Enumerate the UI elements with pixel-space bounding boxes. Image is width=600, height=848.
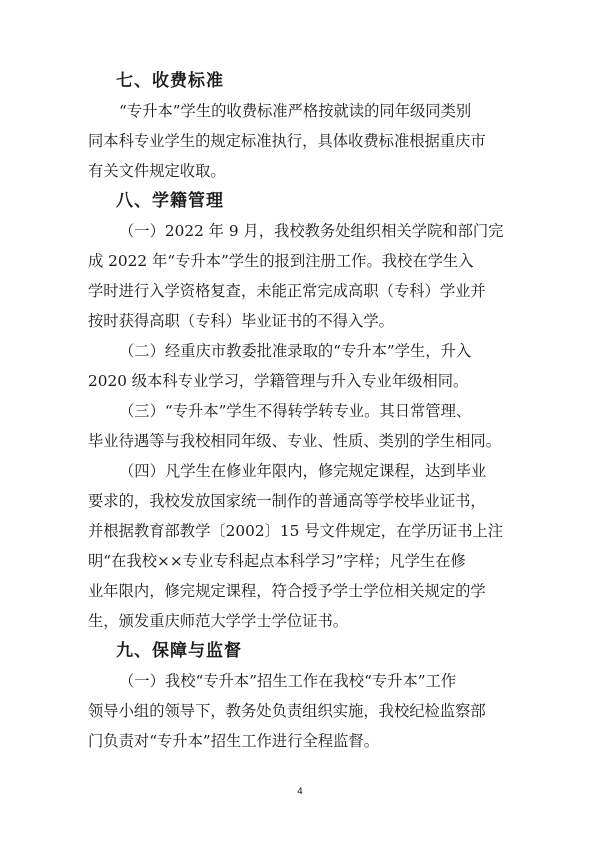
- paragraph-line: 有关文件规定收取。: [88, 162, 226, 180]
- paragraph-line: （四）凡学生在修业年限内，修完规定课程，达到毕业: [119, 462, 487, 480]
- paragraph-line: 2020 级本科专业学习，学籍管理与升入专业年级相同。: [88, 372, 469, 390]
- paragraph-line: 明“在我校××专业专科起点本科学习”字样；凡学生在修: [88, 552, 466, 570]
- paragraph-line: “专升本”学生的收费标准严格按就读的同年级同类别: [119, 102, 472, 120]
- paragraph-line: 学时进行入学资格复查，未能正常完成高职（专科）学业并: [88, 282, 486, 300]
- paragraph-line: 领导小组的领导下，教务处负责组织实施，我校纪检监察部: [88, 702, 486, 720]
- paragraph-line: （二）经重庆市教委批准录取的“专升本”学生，升入: [119, 342, 472, 360]
- paragraph-line: （一）我校“专升本”招生工作在我校“专升本”工作: [119, 672, 457, 690]
- paragraph-line: （三）“专升本”学生不得转学转专业。其日常管理、: [119, 402, 472, 420]
- paragraph-line: 并根据教育部教学〔2002〕15 号文件规定，在学历证书上注: [88, 522, 504, 540]
- paragraph-line: 同本科专业学生的规定标准执行，具体收费标准根据重庆市: [88, 132, 486, 150]
- section-heading-enrollment: 八、学籍管理: [116, 191, 224, 211]
- document-page: [88, 66, 512, 756]
- page-number: 4: [297, 787, 303, 797]
- section-heading-fees: 七、收费标准: [116, 71, 224, 91]
- paragraph-line: 业年限内，修完规定课程，符合授予学士学位相关规定的学: [88, 582, 486, 600]
- paragraph-line: 生，颁发重庆师范大学学士学位证书。: [88, 612, 349, 630]
- paragraph-line: 门负责对“专升本”招生工作进行全程监督。: [88, 732, 379, 750]
- paragraph-line: 要求的，我校发放国家统一制作的普通高等学校毕业证书，: [88, 492, 486, 510]
- paragraph-line: 按时获得高职（专科）毕业证书的不得入学。: [88, 312, 394, 330]
- paragraph-line: 成 2022 年“专升本”学生的报到注册工作。我校在学生入: [88, 252, 474, 270]
- paragraph-line: 毕业待遇等与我校相同年级、专业、性质、类别的学生相同。: [88, 432, 502, 450]
- paragraph-line: （一）2022 年 9 月，我校教务处组织相关学院和部门完: [119, 222, 504, 240]
- section-heading-supervision: 九、保障与监督: [116, 641, 242, 661]
